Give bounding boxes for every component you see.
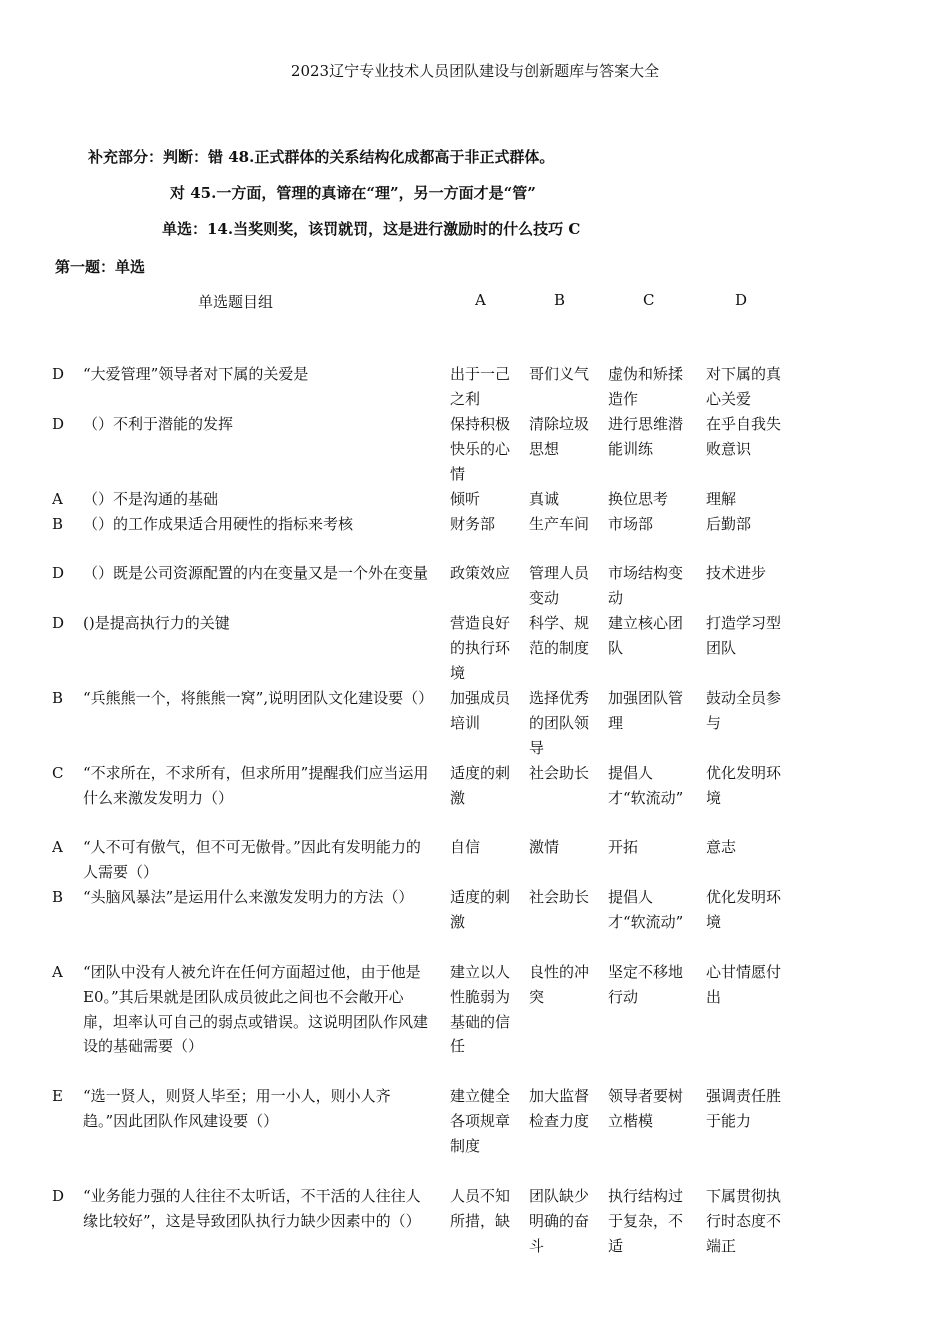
answer-key: B (52, 515, 64, 533)
option-a: 政策效应 (450, 564, 511, 582)
option-c: 虚伪和矫揉造作 (608, 365, 684, 408)
option-b: 激情 (529, 838, 560, 856)
option-d: 心甘情愿付出 (706, 963, 782, 1006)
option-b: 管理人员变动 (529, 564, 590, 607)
option-b: 加大监督检查力度 (529, 1087, 590, 1130)
option-c: 坚定不移地行动 (608, 963, 684, 1006)
question-text: （）既是公司资源配置的内在变量又是一个外在变量 (83, 564, 429, 582)
option-b: 清除垃圾思想 (529, 415, 590, 458)
option-c: 进行思维潜能训练 (608, 415, 684, 458)
option-d: 后勤部 (706, 515, 752, 533)
header-option-a: A (475, 291, 486, 309)
option-d: 在乎自我失败意识 (706, 415, 782, 458)
option-b: 社会助长 (529, 888, 590, 906)
answer-key: B (52, 888, 64, 906)
answer-key: D (52, 1187, 65, 1205)
option-b: 科学、规范的制度 (529, 614, 590, 657)
header-question: 单选题目组 (198, 293, 274, 311)
option-a: 出于一己之利 (450, 365, 511, 408)
answer-key: B (52, 689, 64, 707)
option-d: 下属贯彻执行时态度不端正 (706, 1187, 782, 1255)
answer-key: D (52, 564, 65, 582)
option-c: 建立核心团队 (608, 614, 684, 657)
option-d: 理解 (706, 490, 737, 508)
answer-key: D (52, 365, 65, 383)
option-d: 技术进步 (706, 564, 767, 582)
option-b: 团队缺少明确的奋斗 (529, 1187, 590, 1255)
option-c: 提倡人才“软流动” (608, 764, 684, 807)
section-title: 第一题：单选 (55, 258, 146, 276)
supplement-line-3: 单选：14.当奖则奖，该罚就罚，这是进行激励时的什么技巧 C (162, 220, 581, 238)
supplement-line-1: 补充部分：判断：错 48.正式群体的关系结构化成都高于非正式群体。 (88, 148, 555, 166)
option-c: 执行结构过于复杂，不适 (608, 1187, 684, 1255)
option-c: 提倡人才“软流动” (608, 888, 684, 931)
header-option-b: B (554, 291, 566, 309)
option-a: 建立以人性脆弱为基础的信任 (450, 963, 511, 1056)
option-b: 真诚 (529, 490, 560, 508)
option-c: 领导者要树立楷模 (608, 1087, 684, 1130)
option-d: 鼓动全员参与 (706, 689, 782, 732)
answer-key: C (52, 764, 64, 782)
question-text: “不求所在，不求所有，但求所用”提醒我们应当运用什么来激发发明力（） (83, 764, 429, 807)
option-d: 打造学习型团队 (706, 614, 782, 657)
question-text: “选一贤人，则贤人毕至；用一小人，则小人齐趋。”因此团队作风建设要（） (83, 1087, 391, 1130)
question-text: （）的工作成果适合用硬性的指标来考核 (83, 515, 354, 533)
option-c: 换位思考 (608, 490, 669, 508)
option-a: 自信 (450, 838, 481, 856)
option-c: 市场部 (608, 515, 654, 533)
option-b: 选择优秀的团队领导 (529, 689, 590, 757)
option-b: 生产车间 (529, 515, 590, 533)
option-a: 加强成员培训 (450, 689, 511, 732)
answer-key: E (52, 1087, 63, 1105)
answer-key: A (52, 490, 63, 508)
answer-key: D (52, 415, 65, 433)
question-text: “兵熊熊一个，将熊熊一窝”,说明团队文化建设要（） (83, 689, 434, 707)
question-text: （）不利于潜能的发挥 (83, 415, 234, 433)
header-option-c: C (643, 291, 655, 309)
question-text: “头脑风暴法”是运用什么来激发发明力的方法（） (83, 888, 414, 906)
option-a: 适度的刺激 (450, 888, 511, 931)
document-title: 2023辽宁专业技术人员团队建设与创新题库与答案大全 (290, 62, 660, 80)
question-text: “团队中没有人被允许在任何方面超过他，由于他是E0。”其后果就是团队成员彼此之间也不会敞开心扉，坦率认可自己的弱点或错误。这说明团队作风建设的基础需要（） (83, 963, 429, 1056)
answer-key: D (52, 614, 65, 632)
option-a: 建立健全各项规章制度 (450, 1087, 511, 1155)
option-a: 适度的刺激 (450, 764, 511, 807)
question-text: “大爱管理”领导者对下属的关爱是 (83, 365, 309, 383)
option-d: 优化发明环境 (706, 764, 782, 807)
option-c: 市场结构变动 (608, 564, 684, 607)
option-b: 良性的冲突 (529, 963, 590, 1006)
question-text: “业务能力强的人往往不太听话，不干活的人往往人缘比较好”，这是导致团队执行力缺少因素中的（） (83, 1187, 421, 1230)
option-a: 人员不知所措，缺 (450, 1187, 511, 1230)
supplement-line-2: 对 45.一方面，管理的真谛在“理”，另一方面才是“管” (170, 184, 536, 202)
question-text: （）不是沟通的基础 (83, 490, 219, 508)
question-text: “人不可有傲气，但不可无傲骨。”因此有发明能力的人需要（） (83, 838, 421, 881)
answer-key: A (52, 963, 63, 981)
option-b: 社会助长 (529, 764, 590, 782)
option-a: 倾听 (450, 490, 481, 508)
option-d: 优化发明环境 (706, 888, 782, 931)
option-c: 开拓 (608, 838, 639, 856)
option-d: 对下属的真心关爱 (706, 365, 782, 408)
option-d: 意志 (706, 838, 737, 856)
option-c: 加强团队管理 (608, 689, 684, 732)
option-d: 强调责任胜于能力 (706, 1087, 782, 1130)
answer-key: A (52, 838, 63, 856)
option-a: 营造良好的执行环境 (450, 614, 511, 682)
option-b: 哥们义气 (529, 365, 590, 383)
option-a: 保持积极快乐的心情 (450, 415, 511, 483)
header-option-d: D (735, 291, 748, 309)
question-text: ()是提高执行力的关键 (83, 614, 230, 632)
option-a: 财务部 (450, 515, 496, 533)
